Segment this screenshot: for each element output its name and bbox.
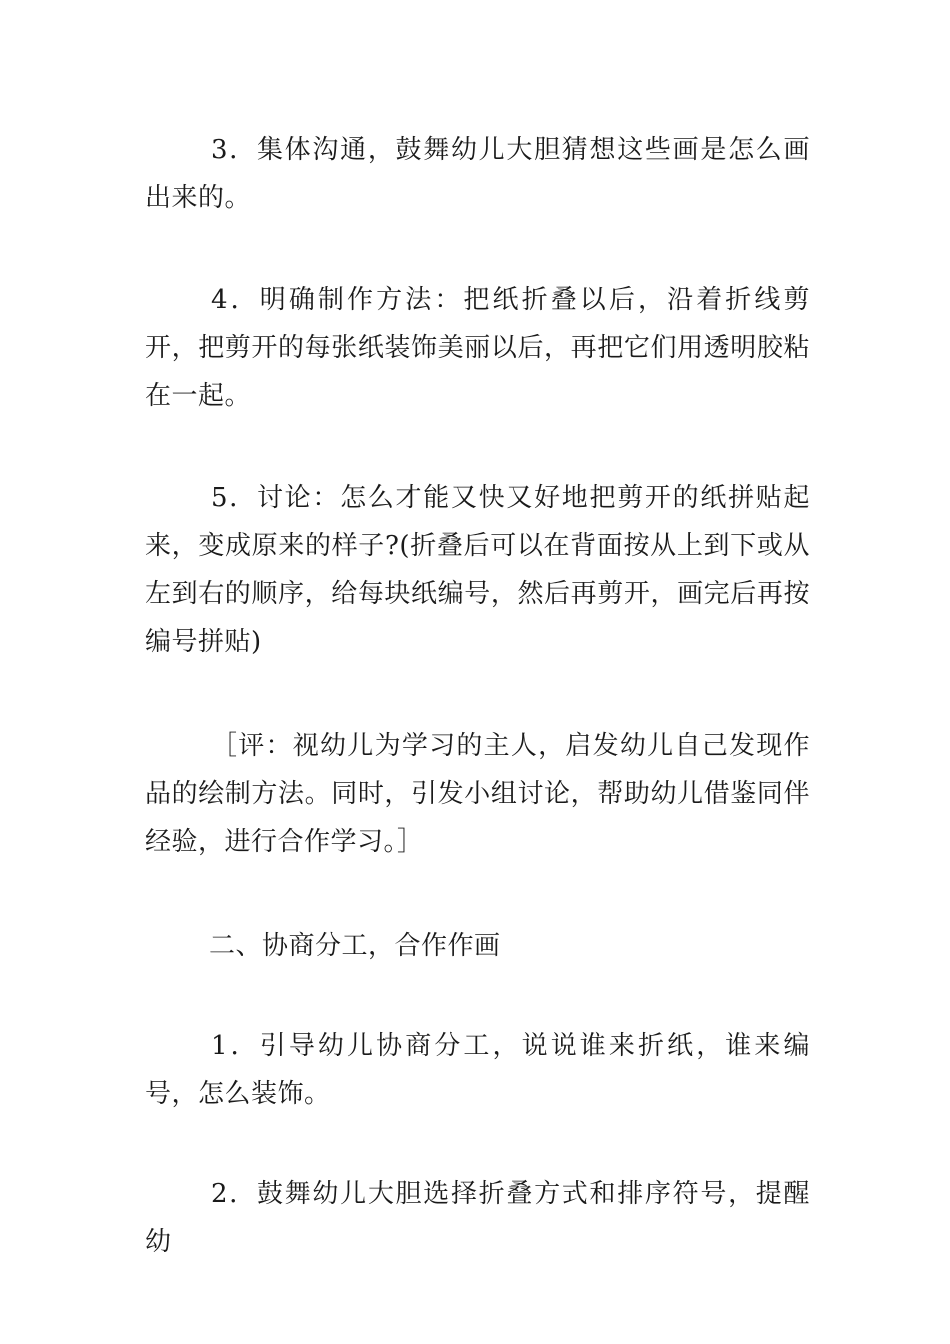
paragraph-step-4: 4．明确制作方法：把纸折叠以后，沿着折线剪开，把剪开的每张纸装饰美丽以后，再把它们用透明胶粘在一起。 bbox=[145, 285, 810, 411]
paragraph-commentary: ［评：视幼儿为学习的主人，启发幼儿自己发现作品的绘制方法。同时，引发小组讨论，帮助幼儿借鉴同伴经验，进行合作学习。］ bbox=[145, 731, 810, 857]
paragraph-step-5: 5．讨论：怎么才能又快又好地把剪开的纸拼贴起来，变成原来的样子?(折叠后可以在背面按从上到下或从左到右的顺序，给每块纸编号，然后再剪开，画完后再按编号拼贴) bbox=[145, 483, 810, 657]
paragraph-substep-2: 2．鼓舞幼儿大胆选择折叠方式和排序符号，提醒幼 bbox=[145, 1179, 810, 1257]
paragraph-substep-1: 1．引导幼儿协商分工，说说谁来折纸，谁来编号，怎么装饰。 bbox=[145, 1031, 810, 1109]
section-heading: 二、协商分工，合作作画 bbox=[209, 931, 501, 961]
paragraph-step-3: 3．集体沟通，鼓舞幼儿大胆猜想这些画是怎么画出来的。 bbox=[145, 135, 810, 213]
